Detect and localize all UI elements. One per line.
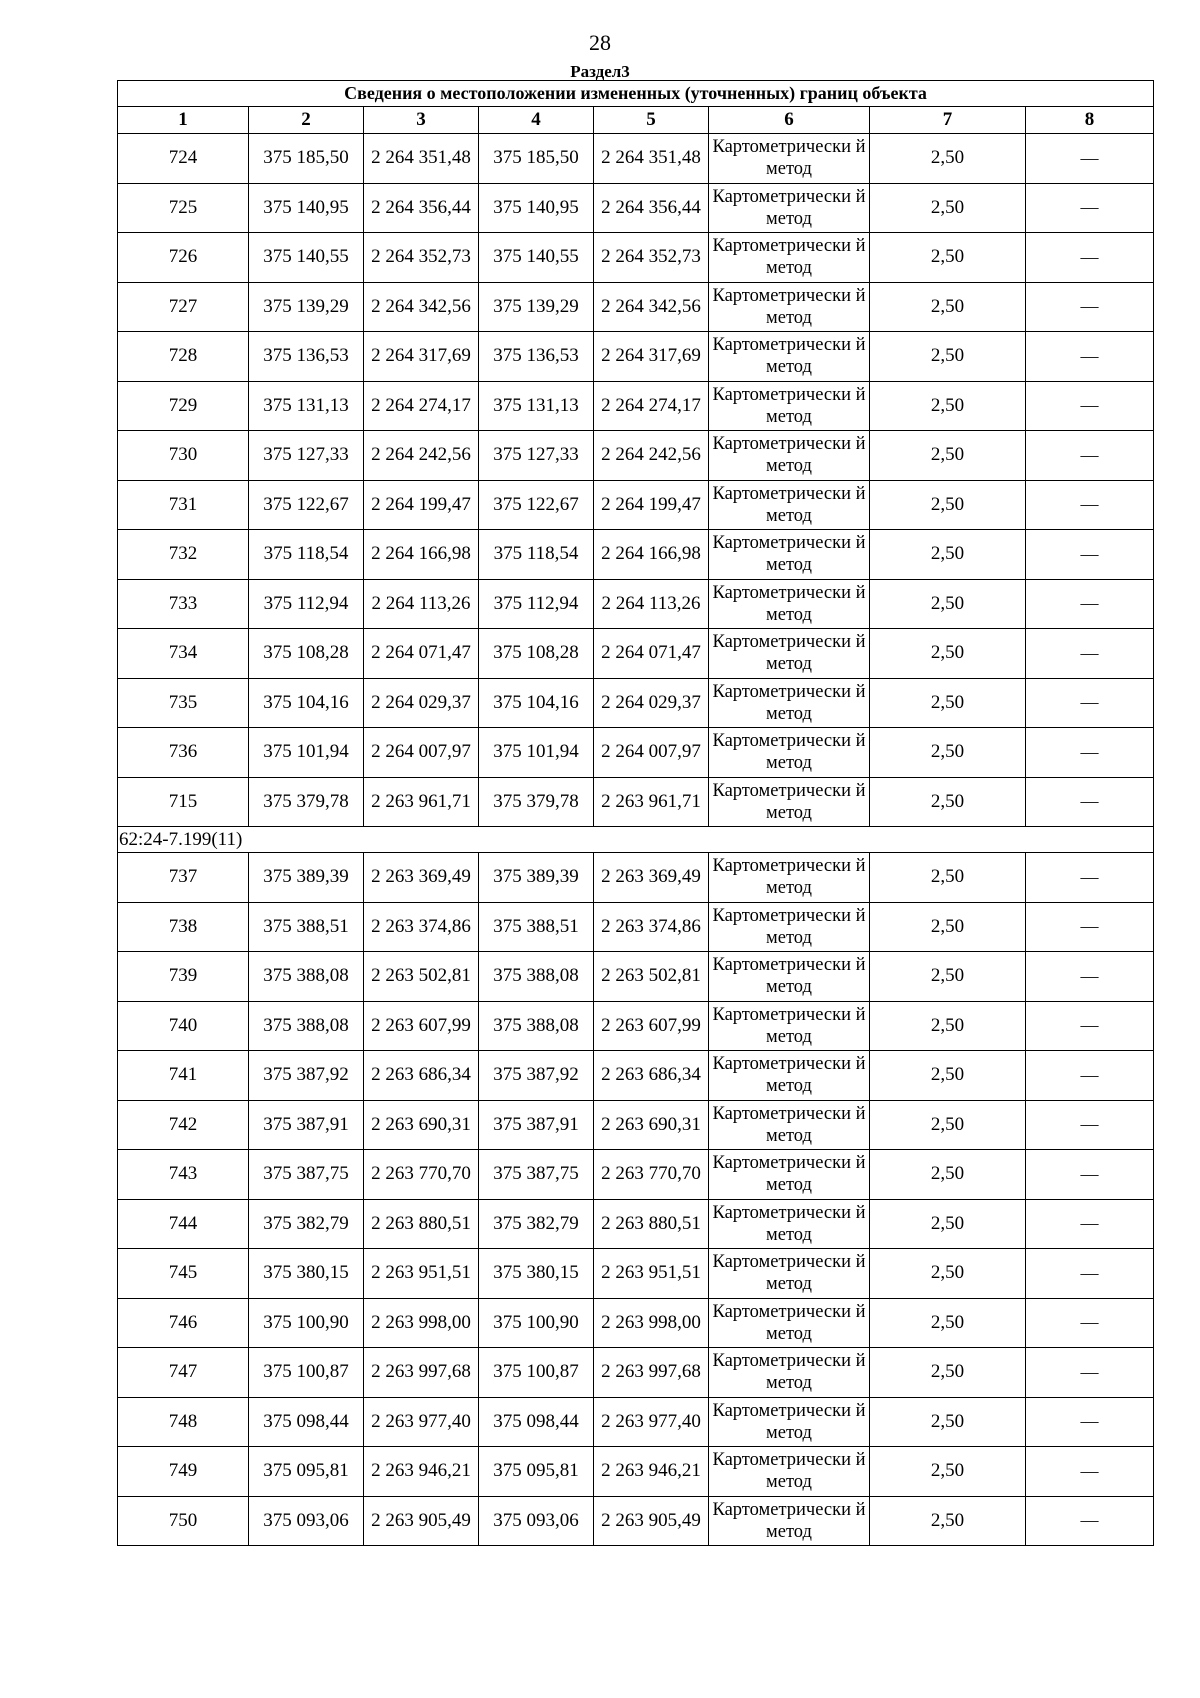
accuracy-cell: 2,50 xyxy=(870,381,1026,431)
column-header: 4 xyxy=(479,107,594,134)
method-cell: Картометрически й метод xyxy=(709,530,870,580)
note-cell: — xyxy=(1026,1001,1154,1051)
x-new-cell: 375 139,29 xyxy=(479,282,594,332)
note-cell: — xyxy=(1026,332,1154,382)
method-cell: Картометрически й метод xyxy=(709,902,870,952)
point-number-cell: 732 xyxy=(118,530,249,580)
y-new-cell: 2 263 951,51 xyxy=(594,1249,709,1299)
point-number-cell: 742 xyxy=(118,1100,249,1150)
x-new-cell: 375 379,78 xyxy=(479,777,594,827)
note-cell: — xyxy=(1026,282,1154,332)
accuracy-cell: 2,50 xyxy=(870,1447,1026,1497)
method-cell: Картометрически й метод xyxy=(709,282,870,332)
point-number-cell: 735 xyxy=(118,678,249,728)
y-new-cell: 2 264 356,44 xyxy=(594,183,709,233)
x-new-cell: 375 387,91 xyxy=(479,1100,594,1150)
y-new-cell: 2 263 502,81 xyxy=(594,952,709,1002)
point-number-cell: 745 xyxy=(118,1249,249,1299)
table-row xyxy=(118,1397,1154,1447)
table-row xyxy=(118,134,1154,184)
x-old-cell: 375 387,92 xyxy=(249,1051,364,1101)
method-cell: Картометрически й метод xyxy=(709,332,870,382)
note-cell: — xyxy=(1026,1298,1154,1348)
note-cell: — xyxy=(1026,431,1154,481)
note-cell: — xyxy=(1026,1051,1154,1101)
y-old-cell: 2 263 961,71 xyxy=(364,777,479,827)
x-new-cell: 375 093,06 xyxy=(479,1496,594,1546)
x-new-cell: 375 140,95 xyxy=(479,183,594,233)
y-new-cell: 2 263 690,31 xyxy=(594,1100,709,1150)
accuracy-cell: 2,50 xyxy=(870,1496,1026,1546)
table-row xyxy=(118,728,1154,778)
point-number-cell: 749 xyxy=(118,1447,249,1497)
table-row xyxy=(118,1150,1154,1200)
table-row xyxy=(118,902,1154,952)
accuracy-cell: 2,50 xyxy=(870,1397,1026,1447)
x-old-cell: 375 387,91 xyxy=(249,1100,364,1150)
y-new-cell: 2 263 770,70 xyxy=(594,1150,709,1200)
accuracy-cell: 2,50 xyxy=(870,1100,1026,1150)
x-new-cell: 375 131,13 xyxy=(479,381,594,431)
x-old-cell: 375 104,16 xyxy=(249,678,364,728)
accuracy-cell: 2,50 xyxy=(870,134,1026,184)
y-new-cell: 2 264 007,97 xyxy=(594,728,709,778)
table-row xyxy=(118,530,1154,580)
x-old-cell: 375 389,39 xyxy=(249,853,364,903)
point-number-cell: 731 xyxy=(118,480,249,530)
y-old-cell: 2 264 274,17 xyxy=(364,381,479,431)
y-new-cell: 2 263 374,86 xyxy=(594,902,709,952)
y-new-cell: 2 264 351,48 xyxy=(594,134,709,184)
table-row xyxy=(118,233,1154,283)
note-cell: — xyxy=(1026,381,1154,431)
x-new-cell: 375 098,44 xyxy=(479,1397,594,1447)
note-cell: — xyxy=(1026,1447,1154,1497)
accuracy-cell: 2,50 xyxy=(870,1348,1026,1398)
x-new-cell: 375 388,08 xyxy=(479,1001,594,1051)
y-old-cell: 2 263 977,40 xyxy=(364,1397,479,1447)
x-new-cell: 375 185,50 xyxy=(479,134,594,184)
x-old-cell: 375 095,81 xyxy=(249,1447,364,1497)
table-row xyxy=(118,1447,1154,1497)
column-header: 8 xyxy=(1026,107,1154,134)
method-cell: Картометрически й метод xyxy=(709,134,870,184)
y-old-cell: 2 264 317,69 xyxy=(364,332,479,382)
table-row xyxy=(118,1100,1154,1150)
column-header: 6 xyxy=(709,107,870,134)
note-cell: — xyxy=(1026,853,1154,903)
x-old-cell: 375 131,13 xyxy=(249,381,364,431)
y-old-cell: 2 264 342,56 xyxy=(364,282,479,332)
point-number-cell: 726 xyxy=(118,233,249,283)
y-old-cell: 2 263 369,49 xyxy=(364,853,479,903)
y-new-cell: 2 264 352,73 xyxy=(594,233,709,283)
accuracy-cell: 2,50 xyxy=(870,480,1026,530)
accuracy-cell: 2,50 xyxy=(870,1249,1026,1299)
x-new-cell: 375 387,92 xyxy=(479,1051,594,1101)
point-number-cell: 741 xyxy=(118,1051,249,1101)
x-new-cell: 375 388,08 xyxy=(479,952,594,1002)
method-cell: Картометрически й метод xyxy=(709,629,870,679)
coordinates-table xyxy=(117,80,1154,1546)
method-cell: Картометрически й метод xyxy=(709,1348,870,1398)
method-cell: Картометрически й метод xyxy=(709,678,870,728)
method-cell: Картометрически й метод xyxy=(709,233,870,283)
y-old-cell: 2 263 946,21 xyxy=(364,1447,479,1497)
y-new-cell: 2 263 961,71 xyxy=(594,777,709,827)
accuracy-cell: 2,50 xyxy=(870,1298,1026,1348)
x-old-cell: 375 388,08 xyxy=(249,952,364,1002)
accuracy-cell: 2,50 xyxy=(870,952,1026,1002)
table-row xyxy=(118,1348,1154,1398)
x-old-cell: 375 388,51 xyxy=(249,902,364,952)
accuracy-cell: 2,50 xyxy=(870,431,1026,481)
table-row xyxy=(118,1496,1154,1546)
x-old-cell: 375 100,87 xyxy=(249,1348,364,1398)
note-cell: — xyxy=(1026,1496,1154,1546)
x-old-cell: 375 098,44 xyxy=(249,1397,364,1447)
y-old-cell: 2 263 997,68 xyxy=(364,1348,479,1398)
point-number-cell: 734 xyxy=(118,629,249,679)
note-cell: — xyxy=(1026,134,1154,184)
x-old-cell: 375 108,28 xyxy=(249,629,364,679)
method-cell: Картометрически й метод xyxy=(709,1249,870,1299)
table-row xyxy=(118,480,1154,530)
y-old-cell: 2 263 502,81 xyxy=(364,952,479,1002)
method-cell: Картометрически й метод xyxy=(709,1447,870,1497)
y-old-cell: 2 263 686,34 xyxy=(364,1051,479,1101)
x-old-cell: 375 379,78 xyxy=(249,777,364,827)
method-cell: Картометрически й метод xyxy=(709,1397,870,1447)
column-header: 5 xyxy=(594,107,709,134)
note-cell: — xyxy=(1026,777,1154,827)
x-new-cell: 375 122,67 xyxy=(479,480,594,530)
note-cell: — xyxy=(1026,530,1154,580)
note-cell: — xyxy=(1026,1397,1154,1447)
y-new-cell: 2 264 113,26 xyxy=(594,579,709,629)
x-old-cell: 375 387,75 xyxy=(249,1150,364,1200)
method-cell: Картометрически й метод xyxy=(709,579,870,629)
point-number-cell: 739 xyxy=(118,952,249,1002)
y-new-cell: 2 264 071,47 xyxy=(594,629,709,679)
y-old-cell: 2 264 351,48 xyxy=(364,134,479,184)
table-row xyxy=(118,332,1154,382)
method-cell: Картометрически й метод xyxy=(709,183,870,233)
x-new-cell: 375 382,79 xyxy=(479,1199,594,1249)
point-number-cell: 737 xyxy=(118,853,249,903)
accuracy-cell: 2,50 xyxy=(870,853,1026,903)
point-number-cell: 747 xyxy=(118,1348,249,1398)
point-number-cell: 746 xyxy=(118,1298,249,1348)
x-old-cell: 375 136,53 xyxy=(249,332,364,382)
y-new-cell: 2 263 997,68 xyxy=(594,1348,709,1398)
table-row xyxy=(118,1001,1154,1051)
note-cell: — xyxy=(1026,480,1154,530)
point-number-cell: 727 xyxy=(118,282,249,332)
accuracy-cell: 2,50 xyxy=(870,233,1026,283)
method-cell: Картометрически й метод xyxy=(709,431,870,481)
y-new-cell: 2 264 342,56 xyxy=(594,282,709,332)
note-cell: — xyxy=(1026,1348,1154,1398)
x-new-cell: 375 127,33 xyxy=(479,431,594,481)
accuracy-cell: 2,50 xyxy=(870,902,1026,952)
point-number-cell: 725 xyxy=(118,183,249,233)
note-cell: — xyxy=(1026,728,1154,778)
accuracy-cell: 2,50 xyxy=(870,530,1026,580)
y-old-cell: 2 263 607,99 xyxy=(364,1001,479,1051)
x-old-cell: 375 112,94 xyxy=(249,579,364,629)
method-cell: Картометрически й метод xyxy=(709,1001,870,1051)
x-new-cell: 375 387,75 xyxy=(479,1150,594,1200)
y-old-cell: 2 264 166,98 xyxy=(364,530,479,580)
y-new-cell: 2 264 274,17 xyxy=(594,381,709,431)
point-number-cell: 729 xyxy=(118,381,249,431)
method-cell: Картометрически й метод xyxy=(709,1150,870,1200)
note-cell: — xyxy=(1026,183,1154,233)
y-new-cell: 2 263 369,49 xyxy=(594,853,709,903)
x-old-cell: 375 101,94 xyxy=(249,728,364,778)
table-row xyxy=(118,1298,1154,1348)
table-caption-row xyxy=(118,81,1154,107)
note-cell: — xyxy=(1026,952,1154,1002)
point-number-cell: 730 xyxy=(118,431,249,481)
accuracy-cell: 2,50 xyxy=(870,777,1026,827)
table-row xyxy=(118,183,1154,233)
x-new-cell: 375 095,81 xyxy=(479,1447,594,1497)
y-old-cell: 2 264 199,47 xyxy=(364,480,479,530)
page-number: 28 xyxy=(589,30,611,55)
y-old-cell: 2 264 113,26 xyxy=(364,579,479,629)
x-new-cell: 375 112,94 xyxy=(479,579,594,629)
y-new-cell: 2 263 607,99 xyxy=(594,1001,709,1051)
y-new-cell: 2 263 686,34 xyxy=(594,1051,709,1101)
note-cell: — xyxy=(1026,902,1154,952)
accuracy-cell: 2,50 xyxy=(870,1001,1026,1051)
method-cell: Картометрически й метод xyxy=(709,1051,870,1101)
y-new-cell: 2 263 998,00 xyxy=(594,1298,709,1348)
x-old-cell: 375 139,29 xyxy=(249,282,364,332)
table-row xyxy=(118,952,1154,1002)
point-number-cell: 738 xyxy=(118,902,249,952)
method-cell: Картометрически й метод xyxy=(709,777,870,827)
point-number-cell: 744 xyxy=(118,1199,249,1249)
x-new-cell: 375 389,39 xyxy=(479,853,594,903)
point-number-cell: 750 xyxy=(118,1496,249,1546)
x-new-cell: 375 140,55 xyxy=(479,233,594,283)
method-cell: Картометрически й метод xyxy=(709,1298,870,1348)
column-header: 3 xyxy=(364,107,479,134)
y-old-cell: 2 263 905,49 xyxy=(364,1496,479,1546)
y-new-cell: 2 263 977,40 xyxy=(594,1397,709,1447)
point-number-cell: 715 xyxy=(118,777,249,827)
table-row xyxy=(118,629,1154,679)
y-new-cell: 2 263 905,49 xyxy=(594,1496,709,1546)
x-new-cell: 375 101,94 xyxy=(479,728,594,778)
y-new-cell: 2 263 880,51 xyxy=(594,1199,709,1249)
method-cell: Картометрически й метод xyxy=(709,952,870,1002)
section-title: Раздел3 xyxy=(570,62,630,81)
point-number-cell: 740 xyxy=(118,1001,249,1051)
column-header: 7 xyxy=(870,107,1026,134)
y-old-cell: 2 263 374,86 xyxy=(364,902,479,952)
x-new-cell: 375 100,87 xyxy=(479,1348,594,1398)
method-cell: Картометрически й метод xyxy=(709,480,870,530)
note-cell: — xyxy=(1026,678,1154,728)
accuracy-cell: 2,50 xyxy=(870,183,1026,233)
y-old-cell: 2 264 356,44 xyxy=(364,183,479,233)
point-number-cell: 748 xyxy=(118,1397,249,1447)
y-old-cell: 2 263 951,51 xyxy=(364,1249,479,1299)
accuracy-cell: 2,50 xyxy=(870,579,1026,629)
y-new-cell: 2 264 029,37 xyxy=(594,678,709,728)
table-row xyxy=(118,1051,1154,1101)
table-row xyxy=(118,1199,1154,1249)
y-new-cell: 2 264 242,56 xyxy=(594,431,709,481)
accuracy-cell: 2,50 xyxy=(870,1051,1026,1101)
method-cell: Картометрически й метод xyxy=(709,1496,870,1546)
subsection-row xyxy=(118,827,1154,853)
x-old-cell: 375 122,67 xyxy=(249,480,364,530)
table-header-row xyxy=(118,107,1154,134)
method-cell: Картометрически й метод xyxy=(709,381,870,431)
x-new-cell: 375 100,90 xyxy=(479,1298,594,1348)
note-cell: — xyxy=(1026,1199,1154,1249)
subsection-label: 62:24-7.199(11) xyxy=(118,827,1154,853)
table-row xyxy=(118,282,1154,332)
column-header: 1 xyxy=(118,107,249,134)
x-old-cell: 375 140,55 xyxy=(249,233,364,283)
method-cell: Картометрически й метод xyxy=(709,1100,870,1150)
note-cell: — xyxy=(1026,1150,1154,1200)
y-old-cell: 2 264 029,37 xyxy=(364,678,479,728)
point-number-cell: 743 xyxy=(118,1150,249,1200)
point-number-cell: 733 xyxy=(118,579,249,629)
method-cell: Картометрически й метод xyxy=(709,853,870,903)
point-number-cell: 724 xyxy=(118,134,249,184)
y-old-cell: 2 264 071,47 xyxy=(364,629,479,679)
x-new-cell: 375 108,28 xyxy=(479,629,594,679)
y-new-cell: 2 263 946,21 xyxy=(594,1447,709,1497)
y-new-cell: 2 264 199,47 xyxy=(594,480,709,530)
table-row xyxy=(118,853,1154,903)
table-row xyxy=(118,579,1154,629)
column-header: 2 xyxy=(249,107,364,134)
x-new-cell: 375 380,15 xyxy=(479,1249,594,1299)
y-new-cell: 2 264 166,98 xyxy=(594,530,709,580)
y-old-cell: 2 263 770,70 xyxy=(364,1150,479,1200)
x-old-cell: 375 118,54 xyxy=(249,530,364,580)
x-new-cell: 375 388,51 xyxy=(479,902,594,952)
x-new-cell: 375 118,54 xyxy=(479,530,594,580)
x-old-cell: 375 388,08 xyxy=(249,1001,364,1051)
table-row xyxy=(118,381,1154,431)
accuracy-cell: 2,50 xyxy=(870,282,1026,332)
table-row xyxy=(118,678,1154,728)
y-old-cell: 2 263 998,00 xyxy=(364,1298,479,1348)
y-old-cell: 2 264 242,56 xyxy=(364,431,479,481)
x-old-cell: 375 185,50 xyxy=(249,134,364,184)
note-cell: — xyxy=(1026,1249,1154,1299)
table-row xyxy=(118,777,1154,827)
note-cell: — xyxy=(1026,629,1154,679)
table-row xyxy=(118,431,1154,481)
accuracy-cell: 2,50 xyxy=(870,629,1026,679)
accuracy-cell: 2,50 xyxy=(870,678,1026,728)
x-old-cell: 375 127,33 xyxy=(249,431,364,481)
table-row xyxy=(118,1249,1154,1299)
x-old-cell: 375 100,90 xyxy=(249,1298,364,1348)
x-old-cell: 375 093,06 xyxy=(249,1496,364,1546)
accuracy-cell: 2,50 xyxy=(870,332,1026,382)
method-cell: Картометрически й метод xyxy=(709,728,870,778)
y-old-cell: 2 264 352,73 xyxy=(364,233,479,283)
note-cell: — xyxy=(1026,233,1154,283)
point-number-cell: 728 xyxy=(118,332,249,382)
x-new-cell: 375 104,16 xyxy=(479,678,594,728)
x-old-cell: 375 380,15 xyxy=(249,1249,364,1299)
accuracy-cell: 2,50 xyxy=(870,1150,1026,1200)
x-new-cell: 375 136,53 xyxy=(479,332,594,382)
point-number-cell: 736 xyxy=(118,728,249,778)
y-old-cell: 2 263 880,51 xyxy=(364,1199,479,1249)
table-caption: Сведения о местоположении измененных (уточненных) границ объекта xyxy=(118,81,1154,107)
accuracy-cell: 2,50 xyxy=(870,728,1026,778)
note-cell: — xyxy=(1026,1100,1154,1150)
y-old-cell: 2 264 007,97 xyxy=(364,728,479,778)
y-new-cell: 2 264 317,69 xyxy=(594,332,709,382)
y-old-cell: 2 263 690,31 xyxy=(364,1100,479,1150)
method-cell: Картометрически й метод xyxy=(709,1199,870,1249)
x-old-cell: 375 140,95 xyxy=(249,183,364,233)
note-cell: — xyxy=(1026,579,1154,629)
accuracy-cell: 2,50 xyxy=(870,1199,1026,1249)
x-old-cell: 375 382,79 xyxy=(249,1199,364,1249)
